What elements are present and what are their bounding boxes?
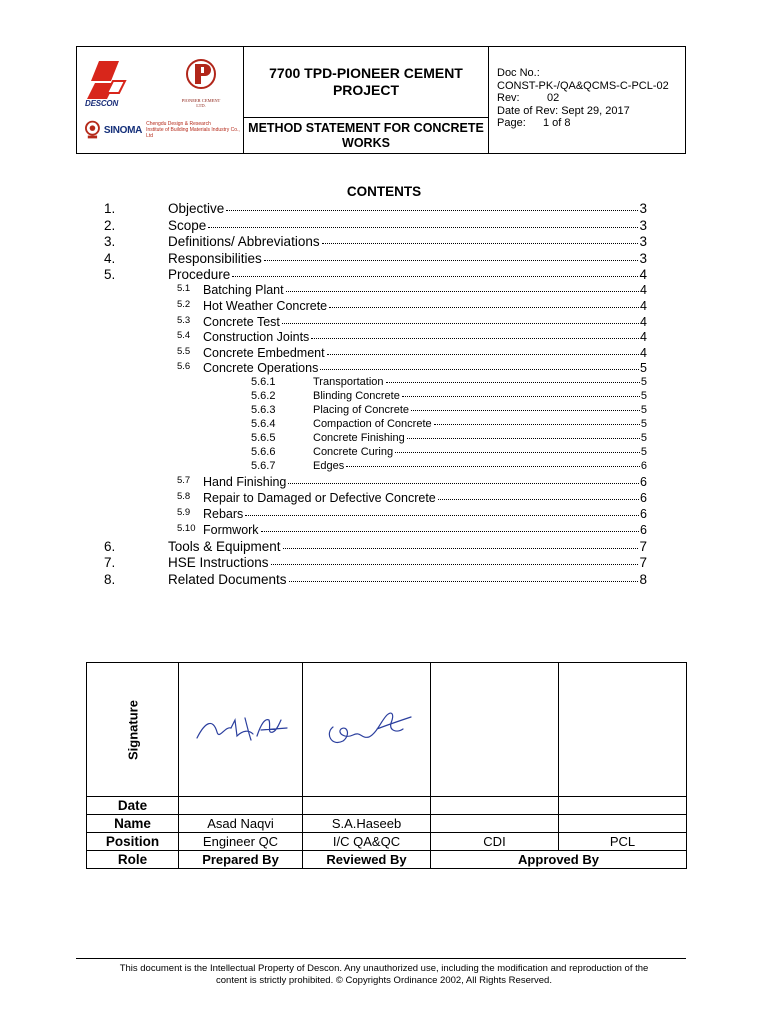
toc-entry-number: 5. xyxy=(104,267,116,283)
page-value: 1 of 8 xyxy=(543,117,571,129)
position-row xyxy=(87,833,687,851)
toc-entry[interactable] xyxy=(177,474,647,489)
toc-entry-label: Concrete Curing xyxy=(313,446,394,459)
header-title-block xyxy=(244,47,489,153)
prepared-role: Prepared By xyxy=(179,851,303,869)
toc-entry-label: Repair to Damaged or Defective Concrete xyxy=(203,490,436,505)
toc-entry-page: 5 xyxy=(640,446,647,459)
toc-entry-page: 7 xyxy=(639,538,647,554)
toc-entry-number: 5.3 xyxy=(177,314,191,326)
pioneer-cement-logo xyxy=(181,57,221,107)
toc-entry-label: Tools & Equipment xyxy=(168,538,281,554)
toc-dot-leader xyxy=(411,410,640,411)
toc-entry-number: 6. xyxy=(104,538,116,554)
toc-entry-page: 4 xyxy=(640,314,647,329)
signature-table xyxy=(86,662,687,869)
toc-entry-number: 7. xyxy=(104,555,116,571)
toc-entry-label: Related Documents xyxy=(168,571,287,587)
toc-entry-page: 6 xyxy=(640,506,647,521)
toc-entry-page: 8 xyxy=(639,571,647,587)
approver1-date xyxy=(431,797,559,815)
toc-entry-label: Formwork xyxy=(203,522,259,537)
toc-entry-page: 6 xyxy=(640,522,647,537)
reviewed-by-signature xyxy=(317,703,417,753)
toc-dot-leader xyxy=(226,210,638,211)
page-row xyxy=(497,117,685,130)
toc-entry[interactable] xyxy=(104,538,647,554)
toc-entry-number: 5.6.7 xyxy=(251,460,276,473)
approver1-signature-cell xyxy=(431,663,559,797)
toc-entry[interactable] xyxy=(251,390,647,403)
toc-entry-label: Responsibilities xyxy=(168,250,262,266)
toc-entry-page: 5 xyxy=(640,376,647,389)
sinoma-logo xyxy=(85,119,241,141)
document-header xyxy=(76,46,686,154)
toc-dot-leader xyxy=(286,291,639,292)
toc-dot-leader xyxy=(327,354,639,355)
toc-entry[interactable] xyxy=(177,506,647,521)
toc-entry-page: 4 xyxy=(640,345,647,360)
toc-dot-leader xyxy=(271,564,639,565)
approver1-position: CDI xyxy=(431,833,559,851)
toc-entry-page: 3 xyxy=(639,217,647,233)
toc-dot-leader xyxy=(346,466,640,467)
toc-entry-page: 6 xyxy=(640,474,647,489)
date-label: Date of Rev: xyxy=(497,104,559,117)
document-title: METHOD STATEMENT FOR CONCRETE WORKS xyxy=(248,120,484,150)
toc-entry[interactable] xyxy=(251,418,647,431)
toc-entry-number: 5.6.6 xyxy=(251,446,276,459)
toc-dot-leader xyxy=(322,243,639,244)
doc-no-value: CONST-PK-/QA&QCMS-C-PCL-02 xyxy=(497,79,669,92)
reviewed-date xyxy=(303,797,431,815)
toc-dot-leader xyxy=(438,499,639,500)
rev-value: 02 xyxy=(547,92,560,104)
reviewed-signature-cell xyxy=(303,663,431,797)
toc-entry[interactable] xyxy=(104,250,647,266)
toc-entry[interactable] xyxy=(104,234,647,250)
toc-entry[interactable] xyxy=(177,361,647,376)
footer-line-2: content is strictly prohibited. © Copyrights Ordinance 2002, All Rights Reserved. xyxy=(216,975,552,986)
contents-title: CONTENTS xyxy=(346,184,422,199)
toc-entry-page: 3 xyxy=(639,201,647,216)
toc-entry-page: 5 xyxy=(640,361,647,376)
toc-entry-label: Concrete Operations xyxy=(203,361,319,376)
toc-entry[interactable] xyxy=(104,267,647,283)
toc-entry-number: 5.6.4 xyxy=(251,418,276,431)
date-value: Sept 29, 2017 xyxy=(561,104,630,117)
toc-entry-number: 3. xyxy=(104,234,116,250)
footer-divider xyxy=(76,958,686,959)
toc-dot-leader xyxy=(402,396,640,397)
toc-entry-number: 8. xyxy=(104,571,116,587)
date-row xyxy=(497,105,685,118)
toc-entry-label: Construction Joints xyxy=(203,330,310,345)
toc-entry[interactable] xyxy=(177,330,647,345)
toc-entry-page: 3 xyxy=(639,250,647,266)
toc-entry-label: Transportation xyxy=(313,376,384,389)
prepared-date xyxy=(179,797,303,815)
footer-line-1: This document is the Intellectual Property of Descon. Any unauthorized use, including the modification and reproduction of the xyxy=(119,963,649,974)
toc-entry-label: Blinding Concrete xyxy=(313,390,400,403)
toc-entry-label: Concrete Embedment xyxy=(203,345,325,360)
page-label: Page: xyxy=(497,117,526,129)
sinoma-caption xyxy=(146,121,241,139)
toc-dot-leader xyxy=(208,227,638,228)
signature-row xyxy=(87,663,687,797)
toc-entry[interactable] xyxy=(177,314,647,329)
toc-entry-label: Compaction of Concrete xyxy=(313,418,432,431)
sinoma-caption-line1: Chengdu Design & Research xyxy=(146,121,211,127)
position-row-label: Position xyxy=(87,833,179,851)
toc-entry[interactable] xyxy=(177,522,647,537)
signature-label-cell xyxy=(87,663,179,797)
toc-dot-leader xyxy=(311,338,639,339)
toc-entry[interactable] xyxy=(251,432,647,445)
toc-dot-leader xyxy=(320,369,639,370)
toc-entry[interactable] xyxy=(177,490,647,505)
toc-entry[interactable] xyxy=(177,299,647,313)
toc-entry[interactable] xyxy=(251,460,647,473)
toc-entry-number: 1. xyxy=(104,201,116,216)
toc-entry-page: 7 xyxy=(639,555,647,571)
role-row xyxy=(87,851,687,869)
date-row xyxy=(87,797,687,815)
toc-entry-page: 6 xyxy=(640,460,647,473)
reviewed-role: Reviewed By xyxy=(303,851,431,869)
toc-dot-leader xyxy=(434,424,640,425)
toc-entry-number: 5.2 xyxy=(177,299,191,310)
sinoma-brand-text: SINOMA xyxy=(103,124,143,136)
name-row xyxy=(87,815,687,833)
toc-entry-number: 5.6.1 xyxy=(251,376,276,389)
toc-entry-number: 5.4 xyxy=(177,330,191,342)
toc-entry[interactable] xyxy=(104,201,647,216)
toc-entry-number: 5.6.3 xyxy=(251,404,276,417)
toc-entry-number: 4. xyxy=(104,250,116,266)
descon-logo-text: DESCON xyxy=(85,99,119,108)
reviewed-position: I/C QA&QC xyxy=(303,833,431,851)
toc-dot-leader xyxy=(407,438,640,439)
toc-entry-number: 5.6.5 xyxy=(251,432,276,445)
toc-entry-label: Placing of Concrete xyxy=(313,404,409,417)
toc-entry-label: Objective xyxy=(168,201,225,216)
signature-label: Signature xyxy=(125,699,140,760)
toc-entry-number: 5.9 xyxy=(177,506,191,518)
prepared-by-signature xyxy=(191,708,291,748)
toc-entry-page: 4 xyxy=(640,330,647,345)
toc-entry[interactable] xyxy=(104,555,647,571)
toc-entry-number: 5.8 xyxy=(177,490,191,502)
approved-role: Approved By xyxy=(431,851,687,869)
toc-entry[interactable] xyxy=(177,283,647,298)
toc-entry-page: 5 xyxy=(640,432,647,445)
toc-entry-label: Hot Weather Concrete xyxy=(203,299,328,313)
toc-dot-leader xyxy=(261,531,639,532)
toc-entry[interactable] xyxy=(251,404,647,417)
toc-entry[interactable] xyxy=(251,376,647,389)
sinoma-caption-line2: Institute of Building Materials Industry Co., Ltd xyxy=(146,127,240,139)
approver2-signature-cell xyxy=(559,663,687,797)
approver2-date xyxy=(559,797,687,815)
doc-no-label: Doc No.: xyxy=(497,67,540,79)
toc-dot-leader xyxy=(245,515,639,516)
toc-entry-number: 5.6 xyxy=(177,361,191,373)
reviewed-name: S.A.Haseeb xyxy=(303,815,431,833)
toc-entry-number: 5.5 xyxy=(177,345,191,357)
toc-entry[interactable] xyxy=(104,571,647,587)
name-row-label: Name xyxy=(87,815,179,833)
toc-dot-leader xyxy=(395,452,640,453)
toc-entry-page: 5 xyxy=(640,418,647,431)
toc-entry-page: 4 xyxy=(640,299,647,313)
header-logos xyxy=(77,47,244,153)
toc-entry-label: Procedure xyxy=(168,267,231,283)
pioneer-logo-caption: PIONEER CEMENT LTD. xyxy=(181,98,221,108)
approver1-name xyxy=(431,815,559,833)
toc-entry-label: HSE Instructions xyxy=(168,555,269,571)
toc-dot-leader xyxy=(289,581,639,582)
toc-entry-page: 5 xyxy=(640,404,647,417)
toc-entry-page: 5 xyxy=(640,390,647,403)
toc-entry-page: 6 xyxy=(640,490,647,505)
toc-entry-number: 5.6.2 xyxy=(251,390,276,403)
toc-dot-leader xyxy=(386,382,640,383)
approver2-position: PCL xyxy=(559,833,687,851)
toc-entry-label: Batching Plant xyxy=(203,283,284,298)
rev-label: Rev: xyxy=(497,92,520,104)
prepared-position: Engineer QC xyxy=(179,833,303,851)
prepared-name: Asad Naqvi xyxy=(179,815,303,833)
toc-dot-leader xyxy=(288,483,639,484)
toc-entry-label: Rebars xyxy=(203,506,244,521)
toc-dot-leader xyxy=(283,548,639,549)
toc-dot-leader xyxy=(282,323,639,324)
toc-entry-label: Hand Finishing xyxy=(203,474,287,489)
toc-entry-page: 4 xyxy=(640,283,647,298)
project-title: 7700 TPD-PIONEER CEMENT PROJECT xyxy=(244,47,488,118)
toc-dot-leader xyxy=(329,307,639,308)
toc-dot-leader xyxy=(232,276,638,277)
footer-notice xyxy=(76,963,692,987)
toc-entry-label: Scope xyxy=(168,217,207,233)
toc-entry-label: Concrete Test xyxy=(203,314,280,329)
role-row-label: Role xyxy=(87,851,179,869)
rev-row xyxy=(497,92,685,105)
toc-entry-page: 3 xyxy=(639,234,647,250)
toc-entry[interactable] xyxy=(104,217,647,233)
toc-entry-number: 5.10 xyxy=(177,522,196,534)
prepared-signature-cell xyxy=(179,663,303,797)
document-control-info xyxy=(489,47,685,153)
toc-entry[interactable] xyxy=(177,345,647,360)
toc-entry-label: Concrete Finishing xyxy=(313,432,405,445)
toc-entry-label: Definitions/ Abbreviations xyxy=(168,234,320,250)
toc-dot-leader xyxy=(264,260,639,261)
toc-entry-number: 5.7 xyxy=(177,474,191,486)
cdi-emblem-icon xyxy=(85,120,100,140)
date-row-label: Date xyxy=(87,797,179,815)
approver2-name xyxy=(559,815,687,833)
descon-logo xyxy=(85,59,129,111)
toc-entry[interactable] xyxy=(251,446,647,459)
toc-entry-label: Edges xyxy=(313,460,345,473)
toc-entry-number: 2. xyxy=(104,217,116,233)
toc-entry-page: 4 xyxy=(639,267,647,283)
toc-entry-number: 5.1 xyxy=(177,283,191,295)
